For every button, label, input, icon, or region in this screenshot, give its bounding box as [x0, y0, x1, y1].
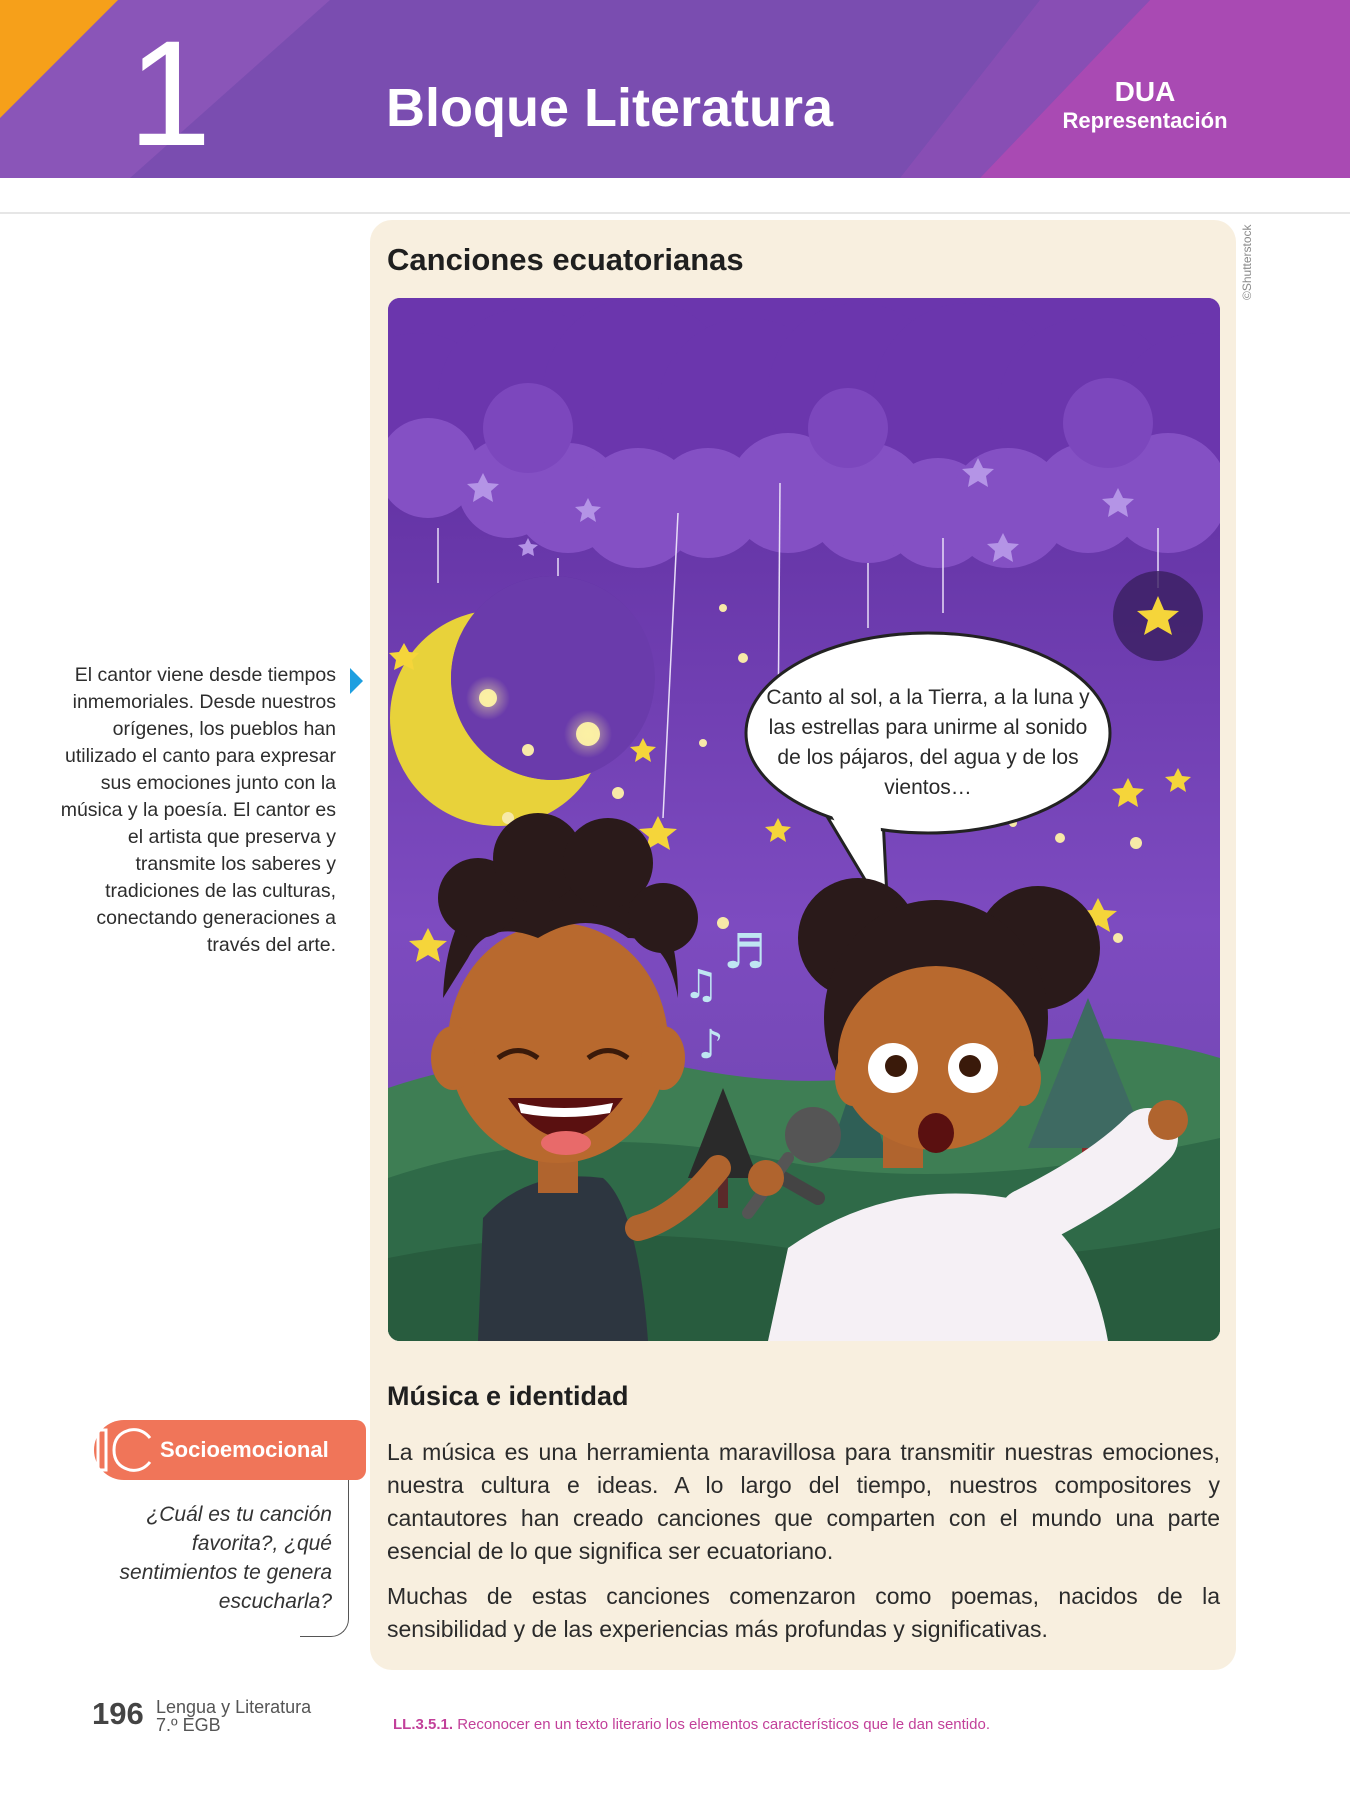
side-note-arrow-icon [350, 668, 363, 694]
header-banner [0, 0, 1350, 178]
paragraph-2: Muchas de estas canciones comenzaron como poemas, nacidos de la sensibilidad y de las experiencias más profundas y significativas. [387, 1583, 1220, 1642]
svg-text:♪: ♪ [698, 1022, 724, 1068]
image-credit: ©Shutterstock [1240, 224, 1254, 300]
header-divider [0, 212, 1350, 214]
skill-statement [393, 1716, 990, 1734]
side-note: El cantor viene desde tiempos inmemoriales. Desde nuestros orígenes, los pueblos han utilizado el canto para expresar sus emociones junto con la música y la poesía. El cantor es el artista que preserva y transmite los saberes y tradiciones de las culturas, conectando generaciones a través del arte. [60, 664, 336, 956]
ic-logo-icon [92, 1420, 156, 1480]
illustration-singing-children [388, 298, 1220, 1341]
section-title: Música e identidad [387, 1381, 629, 1411]
speech-bubble-text: Canto al sol, a la Tierra, a la luna y las estrellas para unirme al sonido de los pájaros, del agua y de los vientos… [766, 686, 1090, 799]
block-number: 1 [128, 9, 212, 177]
paragraph-1: La música es una herramienta maravillosa para transmitir nuestras emociones, nuestra cultura e ideas. A lo largo del tiempo, nuestros compositores y cantautores han creado canciones que comparten con el mundo una parte esencial de lo que significa ser ecuatoriano. [387, 1439, 1220, 1564]
card-title: Canciones ecuatorianas [387, 242, 744, 277]
dua-title: DUA [1114, 76, 1176, 107]
dua-subtitle: Representación [1062, 108, 1228, 133]
page-number: 196 [92, 1696, 144, 1731]
svg-text:♫: ♫ [683, 962, 719, 1008]
socioemocional-question: ¿Cuál es tu canción favorita?, ¿qué sentimientos te genera escucharla? [119, 1503, 332, 1613]
skill-text: Reconocer en un texto literario los elementos característicos que le dan sentido. [457, 1716, 990, 1733]
svg-text:♬: ♬ [723, 924, 767, 980]
skill-code: LL.3.5.1. [393, 1716, 454, 1733]
dua-label [1040, 76, 1250, 134]
page-title: Bloque Literatura [386, 78, 834, 138]
socioemocional-label: Socioemocional [160, 1437, 329, 1462]
grade-level: 7.º EGB [156, 1715, 221, 1735]
microphone-icon [785, 1107, 841, 1163]
subject-name: Lengua y Literatura [156, 1697, 312, 1717]
